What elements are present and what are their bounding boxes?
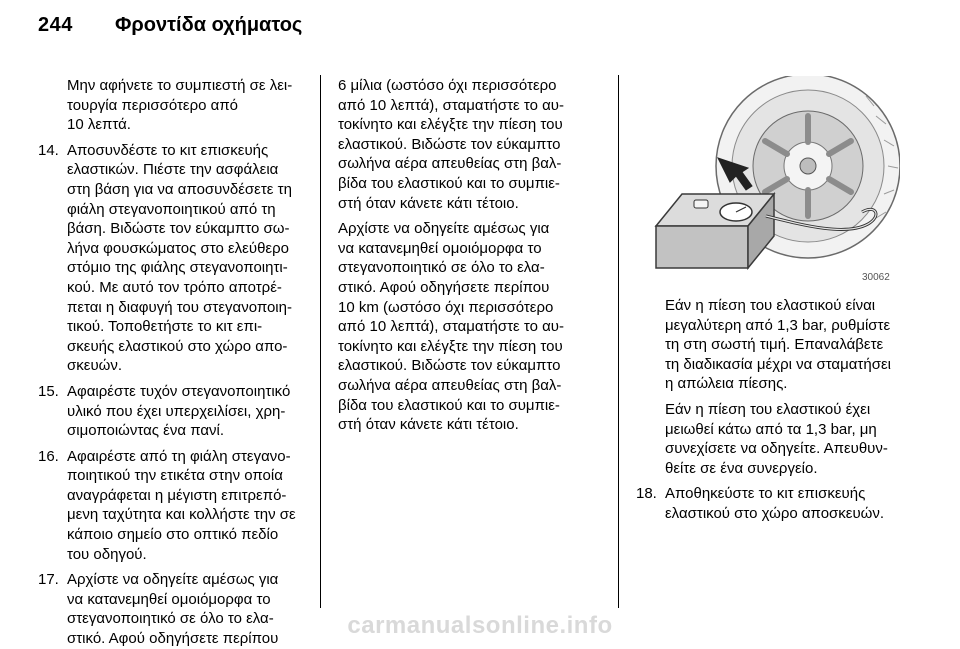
text-line: τη στη σωστή τιμή. Επαναλάβετε (665, 336, 884, 354)
text-line: 10 λεπτά. (67, 116, 131, 134)
page-title: Φροντίδα οχήματος (115, 14, 303, 36)
text-line: Αποθηκεύστε το κιτ επισκευής (665, 485, 866, 503)
figure-code: 30062 (862, 272, 890, 283)
text-line: τη διαδικασία μέχρι να σταματήσει (665, 355, 891, 373)
step-15 (38, 382, 310, 441)
text-line: στή όταν κάνετε κάτι τέτοιο. (338, 194, 519, 212)
text-line: 6 μίλια (ωστόσο όχι περισσότερο (338, 77, 557, 94)
text-line: τικού. Τοποθετήστε το κιτ επι- (67, 318, 263, 336)
text-line: σκευών. (67, 357, 123, 375)
text-line: του οδηγού. (67, 545, 147, 563)
text-line: Αφαιρέστε τυχόν στεγανοποιητικό (67, 382, 291, 400)
text-line: κάποιο σημείο στο οπτικό πεδίο (67, 526, 279, 544)
text-line: Αρχίστε να οδηγείτε αμέσως για (67, 571, 279, 589)
text-line: συνεχίσετε να οδηγείτε. Απευθυν- (665, 440, 888, 458)
text-line: σωλήνα αέρα απευθείας στη βαλ- (338, 155, 562, 173)
text-line: ποιητικού την ετικέτα στην οποία (67, 467, 283, 485)
text-line: από 10 λεπτά), σταματήστε το αυ- (338, 318, 564, 336)
step-number: 15. (38, 382, 59, 400)
text-line: σιμοποιώντας ένα πανί. (67, 422, 225, 440)
text-line: να κατανεμηθεί ομοιόμορφα το (338, 239, 542, 257)
text-line: Αποσυνδέστε το κιτ επισκευής (67, 141, 269, 159)
text-line: κού. Με αυτό τον τρόπο αποτρέ- (67, 278, 282, 296)
text-line: ελαστικού στο χώρο αποσκευών. (665, 504, 885, 522)
text-line: σωλήνα αέρα απευθείας στη βαλ- (338, 376, 562, 394)
text-line: να κατανεμηθεί ομοιόμορφα το (67, 590, 271, 608)
step-number: 16. (38, 447, 59, 465)
text-line: από 10 λεπτά), σταματήστε το αυ- (338, 96, 564, 114)
text-line: βίδα του ελαστικού και το συμπιε- (338, 174, 560, 192)
watermark: carmanualsonline.info (347, 612, 613, 639)
column-left (38, 76, 310, 649)
paragraph (636, 296, 908, 394)
text-line: θείτε σε ένα συνεργείο. (665, 459, 818, 477)
text-line: Εάν η πίεση του ελαστικού είναι (665, 297, 876, 314)
compressor-illustration (636, 76, 900, 286)
column-right (636, 296, 908, 524)
text-line: ελαστικού. Βιδώστε τον εύκαμπτο (338, 135, 561, 153)
page-header (0, 0, 960, 44)
text-line: αναγράφεται η μέγιστη επιτρεπό- (67, 486, 287, 504)
text-line: 10 km (ωστόσο όχι περισσότερο (338, 298, 554, 316)
text-line: τουργία περισσότερο από (67, 96, 239, 114)
text-line: βίδα του ελαστικού και το συμπιε- (338, 396, 560, 414)
text-line: τοκίνητο και ελέγξτε την πίεση του (338, 116, 563, 134)
text-line: τοκίνητο και ελέγξτε την πίεση του (338, 337, 563, 355)
column-divider-right (618, 75, 619, 608)
text-line: στικό. Αφού οδηγήσετε περίπου (67, 630, 279, 648)
paragraph (636, 400, 908, 478)
continuation-paragraph (38, 76, 310, 135)
text-line: σκευής ελαστικού στο χώρο απο- (67, 337, 288, 355)
text-line: βάση. Βιδώστε τον εύκαμπτο σω- (67, 220, 290, 238)
text-line: η απώλεια πίεσης. (665, 375, 788, 393)
text-line: μεγαλύτερη από 1,3 bar, ρυθμίστε (665, 316, 891, 334)
paragraph (338, 219, 610, 435)
step-number: 18. (636, 485, 657, 503)
text-line: μειωθεί κάτω από τα 1,3 bar, μη (665, 420, 877, 438)
column-middle (338, 76, 610, 435)
text-line: φιάλη στεγανοποιητικού από τη (67, 200, 276, 218)
step-number: 14. (38, 141, 59, 159)
text-line: Αφαιρέστε από τη φιάλη στεγανο- (67, 447, 291, 465)
text-line: Εάν η πίεση του ελαστικού έχει (665, 400, 871, 418)
step-16 (38, 447, 310, 565)
text-line: Μην αφήνετε το συμπιεστή σε λει- (67, 77, 293, 94)
page-number: 244 (38, 14, 73, 36)
column-divider-left (320, 75, 321, 608)
text-line: πεται η διαφυγή του στεγανοποιη- (67, 298, 292, 316)
paragraph (338, 76, 610, 213)
text-line: λήνα φουσκώματος στο ελεύθερο (67, 239, 289, 257)
step-number: 17. (38, 571, 59, 589)
step-18 (636, 484, 908, 523)
tyre-compressor-image (636, 76, 900, 286)
text-line: ελαστικού. Βιδώστε τον εύκαμπτο (338, 357, 561, 375)
text-line: στόμιο της φιάλης στεγανοποιητι- (67, 259, 288, 277)
text-line: στεγανοποιητικό σε όλο το ελα- (338, 259, 545, 277)
text-line: Αρχίστε να οδηγείτε αμέσως για (338, 220, 550, 238)
text-line: στεγανοποιητικό σε όλο το ελα- (67, 610, 274, 628)
text-line: μενη ταχύτητα και κολλήστε την σε (67, 506, 296, 524)
step-14 (38, 141, 310, 376)
text-line: υλικό που έχει υπερχειλίσει, χρη- (67, 402, 286, 420)
text-line: στικό. Αφού οδηγήσετε περίπου (338, 278, 550, 296)
text-line: στή όταν κάνετε κάτι τέτοιο. (338, 416, 519, 434)
text-line: ελαστικών. Πιέστε την ασφάλεια (67, 161, 279, 179)
text-line: στη βάση για να αποσυνδέσετε τη (67, 180, 292, 198)
